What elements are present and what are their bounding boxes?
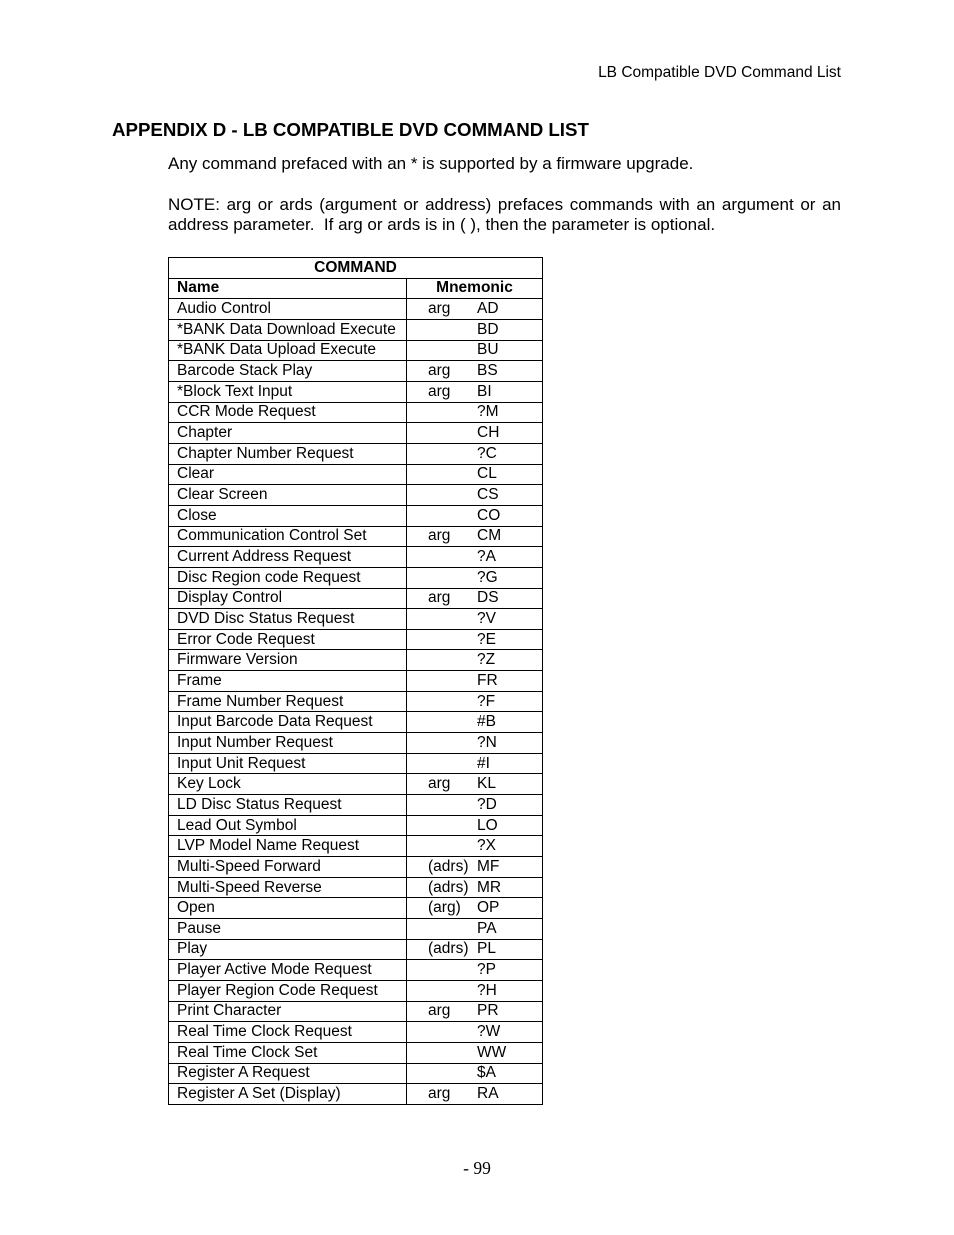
command-mnemonic-cell <box>407 526 543 547</box>
command-mnemonic-cell <box>407 1001 543 1022</box>
argument-flag: arg <box>428 1002 451 1020</box>
mnemonic-code: BU <box>477 341 499 359</box>
command-name: Input Barcode Data Request <box>169 712 407 733</box>
mnemonic-code: BS <box>477 362 498 380</box>
command-mnemonic-cell <box>407 609 543 630</box>
command-mnemonic-cell <box>407 857 543 878</box>
intro-paragraph: Any command prefaced with an * is supported by a firmware upgrade. <box>168 154 694 173</box>
table-row <box>169 526 543 547</box>
table-row <box>169 567 543 588</box>
mnemonic-code: CM <box>477 527 502 545</box>
table-row <box>169 1063 543 1084</box>
mnemonic-code: PA <box>477 919 497 937</box>
command-mnemonic-cell <box>407 340 543 361</box>
command-mnemonic-cell <box>407 319 543 340</box>
mnemonic-code: ?E <box>477 630 496 648</box>
command-mnemonic-cell <box>407 485 543 506</box>
command-name: Real Time Clock Request <box>169 1022 407 1043</box>
mnemonic-code: ?P <box>477 961 496 979</box>
table-row <box>169 485 543 506</box>
column-header-name: Name <box>169 278 407 299</box>
page-number: - 99 <box>463 1158 491 1178</box>
table-row <box>169 299 543 320</box>
command-mnemonic-cell <box>407 774 543 795</box>
mnemonic-code: PL <box>477 940 496 958</box>
mnemonic-code: ?X <box>477 837 496 855</box>
mnemonic-code: FR <box>477 671 498 689</box>
command-mnemonic-cell <box>407 381 543 402</box>
command-name: Frame <box>169 671 407 692</box>
command-mnemonic-cell <box>407 1022 543 1043</box>
command-name: Close <box>169 505 407 526</box>
table-row <box>169 402 543 423</box>
table-row <box>169 443 543 464</box>
table-row <box>169 1084 543 1105</box>
argument-flag: arg <box>428 300 451 318</box>
command-name: *BANK Data Upload Execute <box>169 340 407 361</box>
command-mnemonic-cell <box>407 733 543 754</box>
mnemonic-code: AD <box>477 300 499 318</box>
table-row <box>169 877 543 898</box>
command-mnemonic-cell <box>407 505 543 526</box>
table-row <box>169 671 543 692</box>
command-table <box>168 257 543 1105</box>
command-mnemonic-cell <box>407 650 543 671</box>
table-row <box>169 939 543 960</box>
command-name: Player Active Mode Request <box>169 960 407 981</box>
argument-flag: arg <box>428 589 451 607</box>
mnemonic-code: ?F <box>477 692 496 710</box>
table-row <box>169 1022 543 1043</box>
command-name: Real Time Clock Set <box>169 1042 407 1063</box>
command-mnemonic-cell <box>407 1042 543 1063</box>
command-mnemonic-cell <box>407 980 543 1001</box>
mnemonic-code: MF <box>477 857 500 875</box>
mnemonic-code: $A <box>477 1064 496 1082</box>
table-row <box>169 919 543 940</box>
command-name: Player Region Code Request <box>169 980 407 1001</box>
command-name: Clear Screen <box>169 485 407 506</box>
table-row <box>169 898 543 919</box>
command-name: *BANK Data Download Execute <box>169 319 407 340</box>
mnemonic-code: RA <box>477 1085 499 1103</box>
table-row <box>169 340 543 361</box>
command-mnemonic-cell <box>407 1063 543 1084</box>
command-mnemonic-cell <box>407 547 543 568</box>
command-mnemonic-cell <box>407 795 543 816</box>
table-row <box>169 836 543 857</box>
command-name: Display Control <box>169 588 407 609</box>
mnemonic-code: ?N <box>477 733 497 751</box>
command-name: Firmware Version <box>169 650 407 671</box>
command-mnemonic-cell <box>407 629 543 650</box>
mnemonic-code: WW <box>477 1043 507 1061</box>
command-mnemonic-cell <box>407 361 543 382</box>
argument-flag: arg <box>428 527 451 545</box>
mnemonic-code: ?V <box>477 609 496 627</box>
mnemonic-code: BI <box>477 382 492 400</box>
command-mnemonic-cell <box>407 836 543 857</box>
command-mnemonic-cell <box>407 691 543 712</box>
mnemonic-code: ?A <box>477 548 496 566</box>
table-row <box>169 650 543 671</box>
mnemonic-code: OP <box>477 899 500 917</box>
command-mnemonic-cell <box>407 567 543 588</box>
mnemonic-code: BD <box>477 320 499 338</box>
command-name: Chapter Number Request <box>169 443 407 464</box>
note-paragraph: NOTE: arg or ards (argument or address) prefaces commands with an argument or an address parameter. If arg or ards is in ( ), then the parameter is optional. <box>168 195 846 234</box>
appendix-heading: APPENDIX D - LB COMPATIBLE DVD COMMAND LIST <box>112 119 589 140</box>
argument-flag: arg <box>428 775 451 793</box>
argument-flag: arg <box>428 362 451 380</box>
table-row <box>169 980 543 1001</box>
table-row <box>169 733 543 754</box>
command-mnemonic-cell <box>407 464 543 485</box>
command-name: Current Address Request <box>169 547 407 568</box>
table-row <box>169 795 543 816</box>
argument-flag: (adrs) <box>428 878 469 896</box>
column-header-mnemonic: Mnemonic <box>407 278 543 299</box>
mnemonic-code: DS <box>477 589 499 607</box>
mnemonic-code: #I <box>477 754 490 772</box>
mnemonic-code: CH <box>477 424 500 442</box>
command-mnemonic-cell <box>407 939 543 960</box>
command-name: CCR Mode Request <box>169 402 407 423</box>
argument-flag: (arg) <box>428 899 461 917</box>
table-row <box>169 319 543 340</box>
table-row <box>169 609 543 630</box>
command-name: DVD Disc Status Request <box>169 609 407 630</box>
command-mnemonic-cell <box>407 919 543 940</box>
mnemonic-code: ?D <box>477 795 497 813</box>
argument-flag: arg <box>428 1085 451 1103</box>
table-row <box>169 505 543 526</box>
command-mnemonic-cell <box>407 443 543 464</box>
table-row <box>169 857 543 878</box>
table-row <box>169 815 543 836</box>
command-name: Print Character <box>169 1001 407 1022</box>
command-mnemonic-cell <box>407 815 543 836</box>
command-mnemonic-cell <box>407 877 543 898</box>
table-row <box>169 464 543 485</box>
mnemonic-code: CO <box>477 506 501 524</box>
mnemonic-code: PR <box>477 1002 499 1020</box>
table-row <box>169 1001 543 1022</box>
command-mnemonic-cell <box>407 712 543 733</box>
table-row <box>169 774 543 795</box>
table-row <box>169 1042 543 1063</box>
mnemonic-code: ?W <box>477 1023 501 1041</box>
command-table-body <box>169 299 543 1105</box>
table-row <box>169 629 543 650</box>
command-name: Input Number Request <box>169 733 407 754</box>
command-name: LD Disc Status Request <box>169 795 407 816</box>
command-name: Register A Set (Display) <box>169 1084 407 1105</box>
table-row <box>169 712 543 733</box>
command-mnemonic-cell <box>407 402 543 423</box>
mnemonic-code: ?G <box>477 568 498 586</box>
command-name: Multi-Speed Forward <box>169 857 407 878</box>
command-name: Open <box>169 898 407 919</box>
table-row <box>169 960 543 981</box>
mnemonic-code: ?M <box>477 403 499 421</box>
command-name: LVP Model Name Request <box>169 836 407 857</box>
table-row <box>169 423 543 444</box>
command-name: Chapter <box>169 423 407 444</box>
command-mnemonic-cell <box>407 423 543 444</box>
running-header: LB Compatible DVD Command List <box>598 64 841 81</box>
command-name: Frame Number Request <box>169 691 407 712</box>
table-row <box>169 547 543 568</box>
table-row <box>169 691 543 712</box>
command-mnemonic-cell <box>407 1084 543 1105</box>
command-mnemonic-cell <box>407 753 543 774</box>
table-row <box>169 381 543 402</box>
command-name: *Block Text Input <box>169 381 407 402</box>
table-row <box>169 753 543 774</box>
mnemonic-code: #B <box>477 713 496 731</box>
mnemonic-code: ?C <box>477 444 497 462</box>
command-name: Audio Control <box>169 299 407 320</box>
mnemonic-code: LO <box>477 816 498 834</box>
table-title: COMMAND <box>169 258 543 279</box>
mnemonic-code: ?Z <box>477 651 496 669</box>
command-name: Disc Region code Request <box>169 567 407 588</box>
command-mnemonic-cell <box>407 588 543 609</box>
argument-flag: arg <box>428 382 451 400</box>
table-row <box>169 361 543 382</box>
command-name: Lead Out Symbol <box>169 815 407 836</box>
mnemonic-code: KL <box>477 775 496 793</box>
command-name: Play <box>169 939 407 960</box>
command-name: Input Unit Request <box>169 753 407 774</box>
mnemonic-code: MR <box>477 878 502 896</box>
command-name: Pause <box>169 919 407 940</box>
mnemonic-code: CS <box>477 486 499 504</box>
command-name: Communication Control Set <box>169 526 407 547</box>
command-name: Register A Request <box>169 1063 407 1084</box>
command-mnemonic-cell <box>407 671 543 692</box>
column-header-row <box>169 278 543 299</box>
command-mnemonic-cell <box>407 898 543 919</box>
table-title-row <box>169 258 543 279</box>
command-name: Clear <box>169 464 407 485</box>
mnemonic-code: ?H <box>477 981 497 999</box>
mnemonic-code: CL <box>477 465 497 483</box>
table-row <box>169 588 543 609</box>
command-name: Key Lock <box>169 774 407 795</box>
command-name: Error Code Request <box>169 629 407 650</box>
command-mnemonic-cell <box>407 960 543 981</box>
command-name: Multi-Speed Reverse <box>169 877 407 898</box>
command-name: Barcode Stack Play <box>169 361 407 382</box>
argument-flag: (adrs) <box>428 857 469 875</box>
argument-flag: (adrs) <box>428 940 469 958</box>
command-table-head <box>169 258 543 299</box>
command-mnemonic-cell <box>407 299 543 320</box>
